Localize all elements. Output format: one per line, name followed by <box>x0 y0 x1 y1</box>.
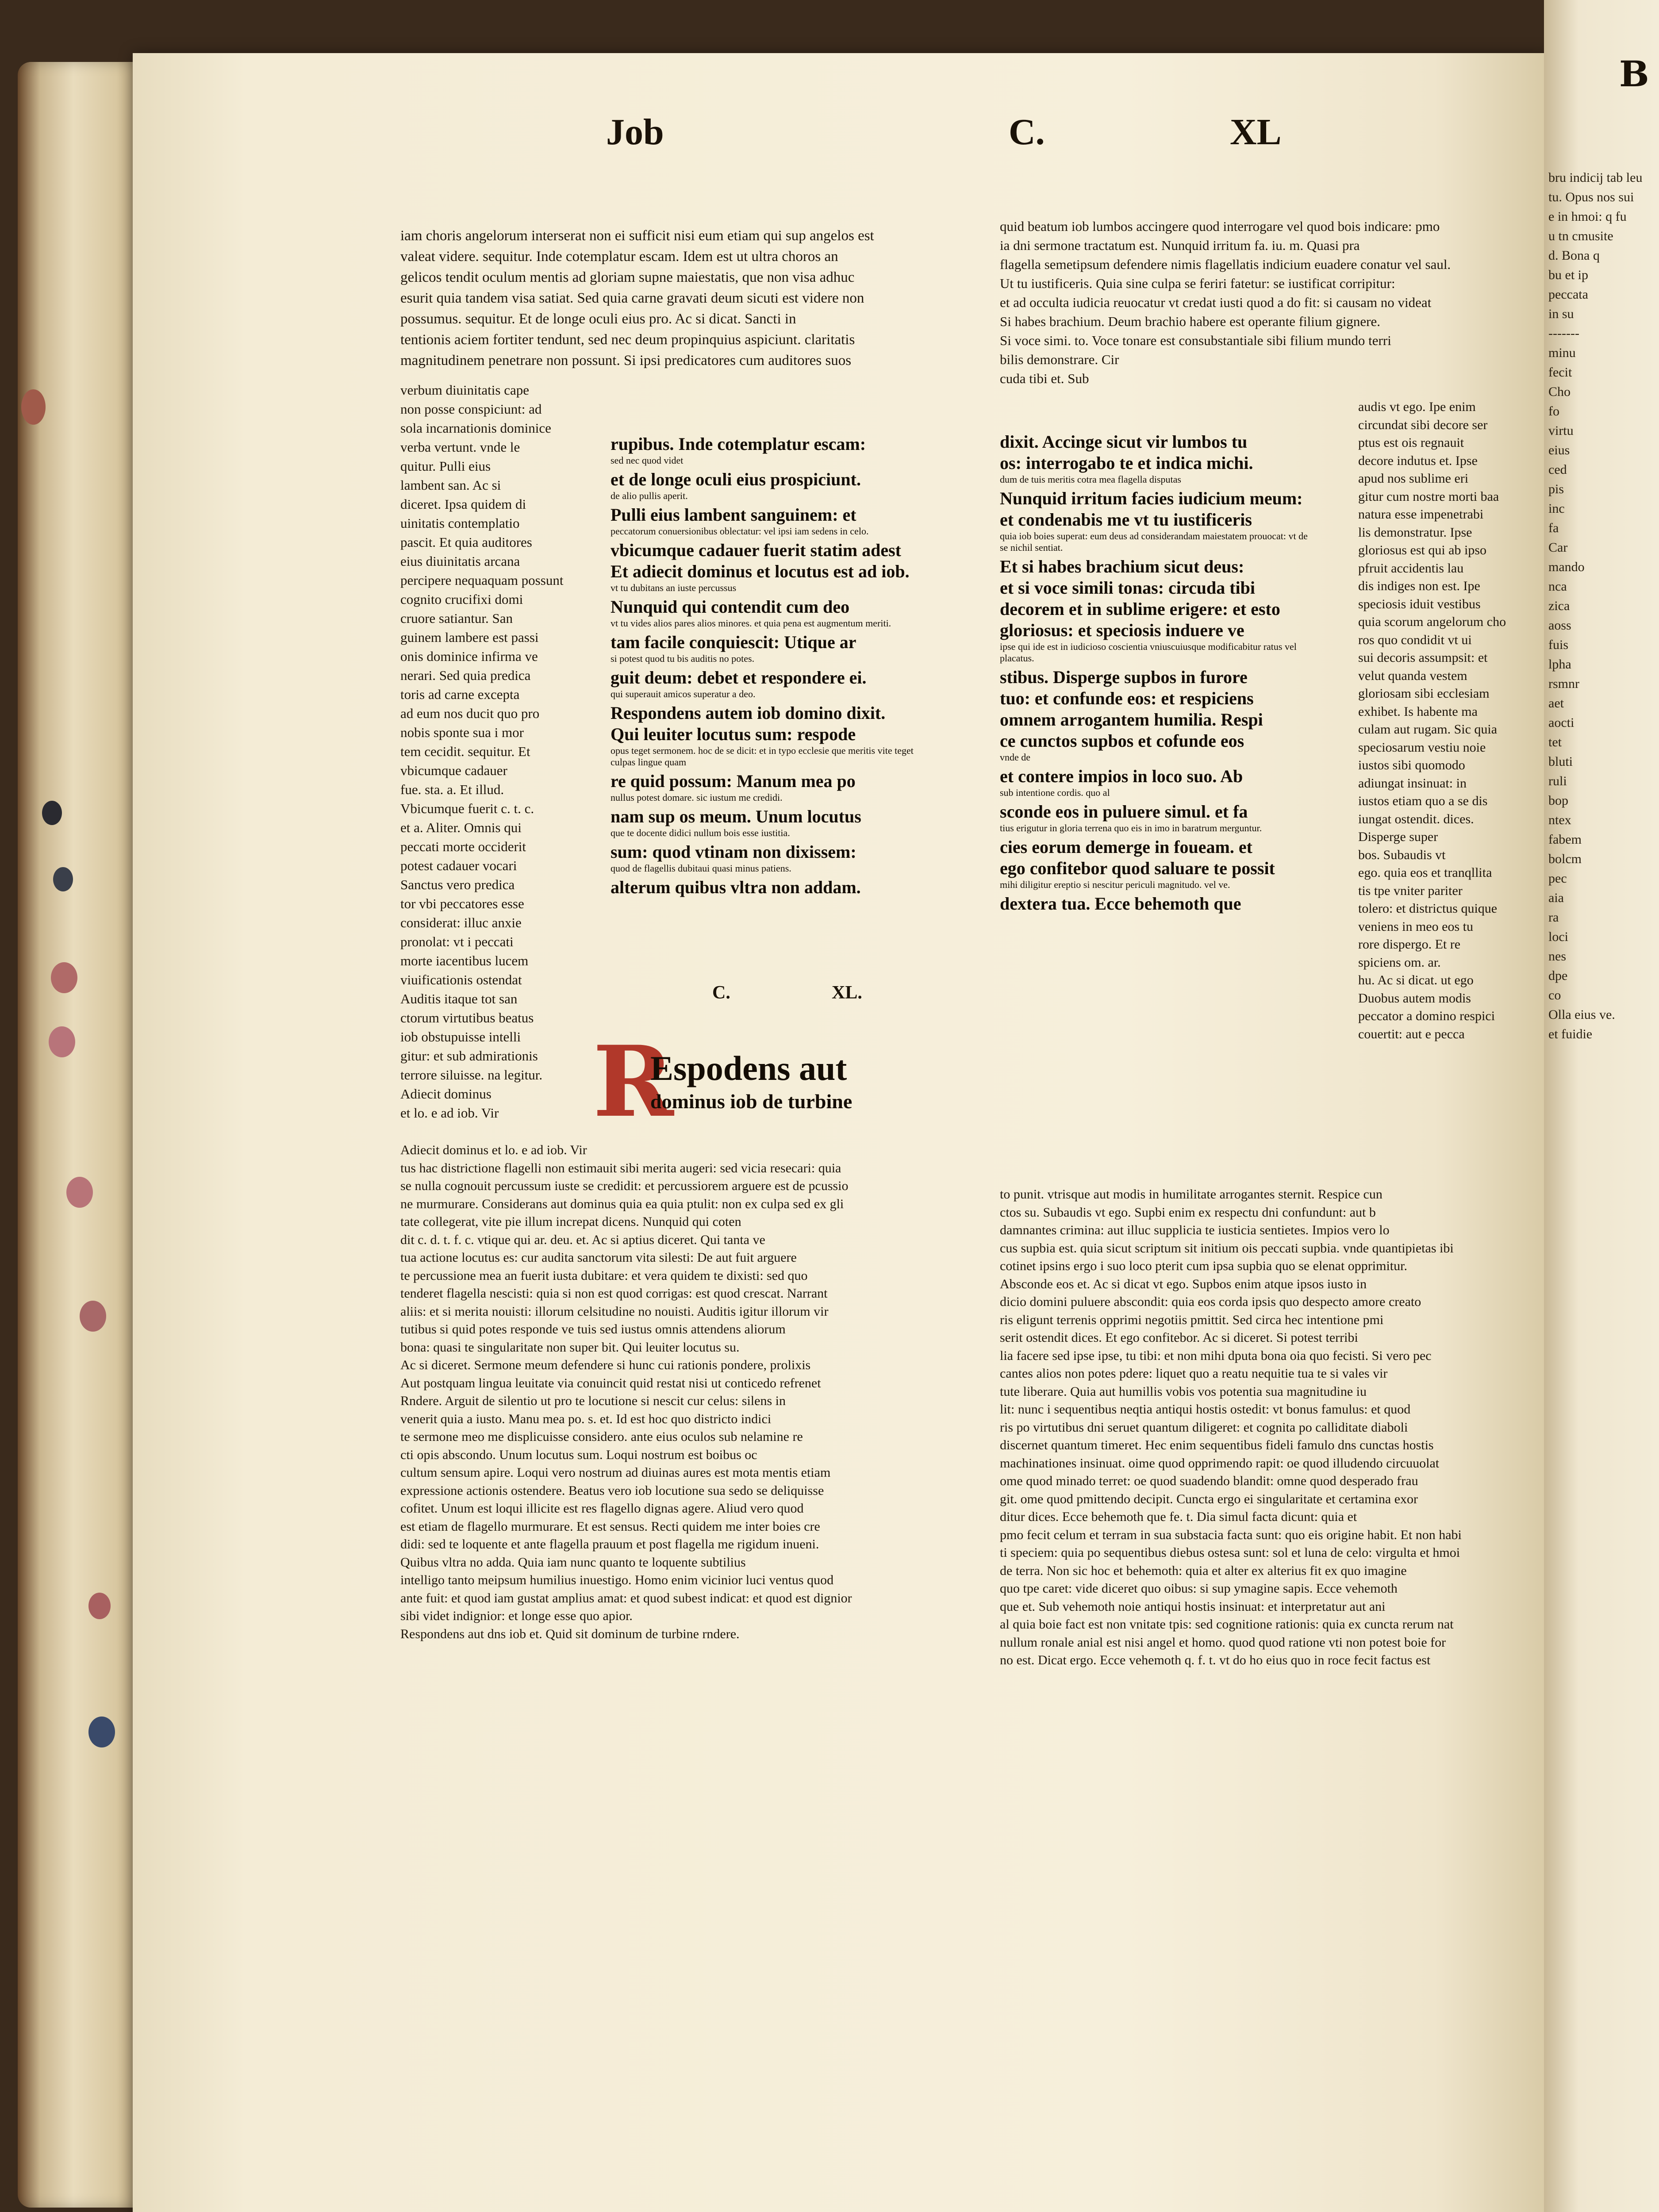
commentary-line: ego. quia eos et tranqllita <box>1358 865 1492 880</box>
commentary-line: dis indiges non est. Ipe <box>1358 579 1480 593</box>
right-page-line: ra <box>1548 910 1559 925</box>
commentary-line: aliis: et si merita nouisti: illorum celsitudine no nouisti. Auditis igitur illorum vir <box>400 1304 829 1319</box>
commentary-line: ros quo condidit vt ui <box>1358 632 1472 647</box>
scripture-verse: rupibus. Inde cotemplatur escam: <box>611 434 866 454</box>
interlinear-gloss: de alio pullis aperit. <box>611 490 688 501</box>
scripture-verse: alterum quibus vltra non addam. <box>611 877 861 897</box>
commentary-line: expressione actionis ostendere. Beatus vero iob locutione sua sedo se deliquisse <box>400 1483 824 1498</box>
commentary-far-right <box>1358 398 1509 1043</box>
scripture-verse: vbicumque cadauer fuerit statim adest <box>611 540 901 560</box>
commentary-line: sibi videt indignior: et longe esse quo apior. <box>400 1609 633 1623</box>
commentary-line: ctos su. Subaudis vt ego. Supbi enim ex respectu dni confundunt: aut b <box>1000 1205 1376 1220</box>
commentary-line: flagella semetipsum defendere nimis flagellatis indicium euadere conatur vel saul. <box>1000 257 1451 272</box>
right-page-line: co <box>1548 988 1561 1002</box>
right-page-line: Olla eius ve. <box>1548 1007 1615 1022</box>
commentary-line: que et. Sub vehemoth noie antiqui hostis insinuat: et interpretatur aut ani <box>1000 1599 1386 1614</box>
right-page-line: nca <box>1548 579 1567 594</box>
commentary-line: gelicos tendit oculum mentis ad gloriam supne maiestatis, que non visa adhuc <box>400 269 855 285</box>
decorated-initial: R <box>593 1024 674 1139</box>
commentary-line: ome quod minado terret: oe quod suadendo blandit: omne quod desperado frau <box>1000 1474 1418 1488</box>
running-head-chapter: XL <box>1230 111 1282 153</box>
scripture-verse: ego confitebor quod saluare te possit <box>1000 858 1275 878</box>
commentary-line: Si habes brachium. Deum brachio habere est operante filium gignere. <box>1000 314 1380 329</box>
scripture-verse: Qui leuiter locutus sum: respode <box>611 724 856 744</box>
interlinear-gloss: quod de flagellis dubitaui quasi minus patiens. <box>611 863 791 874</box>
commentary-line: audis vt ego. Ipe enim <box>1358 399 1476 414</box>
commentary-line: Quibus vltra no adda. Quia iam nunc quanto te loquente subtilius <box>400 1555 746 1570</box>
right-page-line: rsmnr <box>1548 676 1579 691</box>
bookmark-bead <box>49 1026 75 1057</box>
commentary-line: guinem lambere est passi <box>400 630 539 645</box>
scripture-verse: tam facile conquiescit: Utique ar <box>611 632 856 652</box>
commentary-line: Sanctus vero predica <box>400 877 515 892</box>
commentary-line: hu. Ac si dicat. ut ego <box>1358 973 1474 987</box>
right-page-line: aet <box>1548 696 1564 710</box>
incipit-line2: dominus iob de turbine <box>650 1090 853 1113</box>
scripture-verse: Respondens autem iob domino dixit. <box>611 703 886 723</box>
commentary-line: damnantes crimina: aut illuc supplicia te iusticia sentietes. Impios vero lo <box>1000 1223 1390 1237</box>
commentary-line: adiungat insinuat: in <box>1358 776 1467 791</box>
commentary-line: Absconde eos et. Ac si dicat vt ego. Supbos enim atque ipsos iusto in <box>1000 1276 1367 1291</box>
commentary-line: ptus est ois regnauit <box>1358 435 1464 450</box>
commentary-line: de terra. Non sic hoc et behemoth: quia et alter ex alterius fit ex quo imagine <box>1000 1563 1407 1578</box>
commentary-line: Duobus autem modis <box>1358 991 1471 1006</box>
commentary-line: Auditis itaque tot san <box>400 991 518 1006</box>
incipit <box>650 1048 852 1115</box>
interlinear-gloss: vt tu vides alios pares alios minores. et quia pena est augmentum meriti. <box>611 618 891 629</box>
incipit-line1: Espodens aut <box>650 1049 847 1087</box>
commentary-line: culam aut rugam. Sic quia <box>1358 722 1498 737</box>
scripture-verse: nam sup os meum. Unum locutus <box>611 806 861 826</box>
bookmark-bead <box>42 801 62 825</box>
right-page-line: bop <box>1548 793 1568 808</box>
commentary-line: Respondens aut dns iob et. Quid sit dominum de turbine rndere. <box>400 1626 740 1641</box>
commentary-line: terrore siluisse. na legitur. <box>400 1067 543 1083</box>
commentary-line: quitur. Pulli eius <box>400 458 491 474</box>
commentary-line: speciosarum vestiu noie <box>1358 740 1486 755</box>
chapter-number: XL. <box>832 983 862 1003</box>
right-page-head: B <box>1619 53 1649 95</box>
scripture-verse: tuo: et confunde eos: et respiciens <box>1000 688 1254 708</box>
scripture-verse: Nunquid irritum facies iudicium meum: <box>1000 488 1303 508</box>
commentary-line: cognito crucifixi domi <box>400 591 523 607</box>
commentary-left-bottom <box>400 1141 922 1643</box>
commentary-line: Ac si diceret. Sermone meum defendere si hunc cui rationis pondere, prolixis <box>400 1358 811 1372</box>
commentary-line: gitur cum nostre morti baa <box>1358 489 1499 504</box>
commentary-line: quid beatum iob lumbos accingere quod interrogare vel quod bois indicare: pmo <box>1000 219 1440 234</box>
scripture-verse: os: interrogabo te et indica michi. <box>1000 453 1253 473</box>
interlinear-gloss: vnde de <box>1000 752 1031 763</box>
commentary-line: magnitudinem penetrare non possunt. Si ipsi predicatores cum auditores suos <box>400 353 852 369</box>
commentary-line: se nulla cognouit percussum iuste se credidit: et percussiorem arguere est de pcussio <box>400 1179 849 1193</box>
scripture-verse: Et si habes brachium sicut deus: <box>1000 557 1244 576</box>
interlinear-gloss: quia iob boies superat: eum deus ad considerandam maiestatem prouocat: vt de se nichil sentiat. <box>1000 530 1308 553</box>
scripture-verse: decorem et in sublime erigere: et esto <box>1000 599 1280 619</box>
scripture-text-right <box>1000 431 1310 914</box>
bookmark-bead <box>80 1301 106 1332</box>
scripture-verse: Pulli eius lambent sanguinem: et <box>611 505 856 525</box>
right-page-line: tu. Opus nos sui <box>1548 190 1634 204</box>
commentary-line: apud nos sublime eri <box>1358 471 1469 486</box>
commentary-line: lis demonstratur. Ipse <box>1358 525 1472 540</box>
commentary-line: Adiecit dominus et lo. e ad iob. Vir <box>400 1143 587 1157</box>
right-page-line: bu et ip <box>1548 268 1588 282</box>
right-page-line: fo <box>1548 404 1559 419</box>
scripture-text-left <box>611 434 929 898</box>
commentary-line: fue. sta. a. Et illud. <box>400 782 504 797</box>
interlinear-gloss: vt tu dubitans an iuste percussus <box>611 582 737 593</box>
commentary-line: tentionis aciem fortiter tendunt, sed nec deum propinquius aspiciunt. claritatis <box>400 332 855 348</box>
commentary-right-top <box>1000 217 1504 388</box>
commentary-line: iungat ostendit. dices. <box>1358 811 1474 826</box>
right-page-line: aoss <box>1548 618 1571 633</box>
commentary-line: dicio domini puluere abscondit: quia eos corda ipsis quo despecto amore creato <box>1000 1294 1421 1309</box>
right-page-line: bolcm <box>1548 852 1582 866</box>
interlinear-gloss: sub intentione cordis. quo al <box>1000 787 1110 798</box>
commentary-line: exhibet. Is habente ma <box>1358 704 1478 719</box>
book-fore-edge <box>18 62 142 2208</box>
commentary-line: ditur dices. Ecce behemoth que fe. t. Dia simul facta dicunt: quia et <box>1000 1509 1357 1524</box>
interlinear-gloss: nullus potest domare. sic iustum me credidi. <box>611 792 783 803</box>
commentary-line: al quia boie fact est non vnitate tpis: sed cognitione rationis: quia ex cuncta rerum nat <box>1000 1617 1454 1632</box>
commentary-line: potest cadauer vocari <box>400 858 517 873</box>
commentary-line: nerari. Sed quia predica <box>400 668 531 683</box>
commentary-line: no est. Dicat ergo. Ecce vehemoth q. f. t. vt do ho eius quo in roce fecit factus est <box>1000 1653 1431 1667</box>
commentary-line: lia facere sed ipse ipse, tu tibi: et non mihi dputa bona oia quo fecisti. Si vero pec <box>1000 1348 1432 1363</box>
commentary-line: cti opis abscondo. Unum locutus sum. Loqui nostrum est boibus oc <box>400 1447 757 1462</box>
commentary-line: uinitatis contemplatio <box>400 515 520 531</box>
right-page-line: fecit <box>1548 365 1572 380</box>
commentary-line: venerit quia a iusto. Manu mea po. s. et. Id est hoc quo districto indici <box>400 1411 772 1426</box>
commentary-line: ne murmurare. Considerans aut dominus quia ea quia ptulit: non ex culpa sed ex gli <box>400 1196 844 1211</box>
scripture-verse: cies eorum demerge in foueam. et <box>1000 837 1252 857</box>
commentary-line: discernet quantum timeret. Hec enim sequentibus fideli famulo dns cunctas hostis <box>1000 1438 1434 1452</box>
commentary-line: circundat sibi decore ser <box>1358 417 1488 432</box>
commentary-line: bos. Subaudis vt <box>1358 847 1446 862</box>
scripture-verse: dixit. Accinge sicut vir lumbos tu <box>1000 432 1248 452</box>
scripture-verse: et condenabis me vt tu iustificeris <box>1000 510 1252 530</box>
interlinear-gloss: dum de tuis meritis cotra mea flagella disputas <box>1000 474 1181 485</box>
bookmark-bead <box>88 1717 115 1747</box>
commentary-line: iam choris angelorum interserat non ei sufficit nisi eum etiam qui sup angelos est <box>400 228 874 244</box>
interlinear-gloss: tius erigutur in gloria terrena quo eis in imo in baratrum merguntur. <box>1000 822 1262 833</box>
commentary-line: sola incarnationis dominice <box>400 420 551 436</box>
right-page-line: ced <box>1548 462 1567 477</box>
commentary-line: pascit. Et quia auditores <box>400 534 532 550</box>
commentary-line: tem cecidit. sequitur. Et <box>400 744 530 759</box>
scripture-verse: guit deum: debet et respondere ei. <box>611 668 867 687</box>
scripture-verse: et si voce simili tonas: circuda tibi <box>1000 578 1255 598</box>
right-page-line: in su <box>1548 307 1574 321</box>
interlinear-gloss: qui superauit amicos superatur a deo. <box>611 688 756 699</box>
right-page-line: tet <box>1548 735 1562 749</box>
commentary-line: dit c. d. t. f. c. vtique qui ar. deu. et. Ac si aptius diceret. Qui tanta ve <box>400 1232 765 1247</box>
commentary-line: Adiecit dominus <box>400 1086 492 1102</box>
commentary-line: to punit. vtrisque aut modis in humilitate arrogantes sternit. Respice cun <box>1000 1187 1382 1202</box>
commentary-line: considerat: illuc anxie <box>400 915 522 930</box>
bookmark-bead <box>66 1177 93 1208</box>
commentary-line: git. ome quod pmittendo decipit. Cuncta ergo ei singularitate et certamina exor <box>1000 1491 1418 1506</box>
commentary-line: cantes alios non potes pdere: liquet quo a reatu nequitie tua te si vales vir <box>1000 1366 1388 1381</box>
commentary-line: Si voce simi. to. Voce tonare est consubstantiale sibi filium mundo terri <box>1000 333 1391 348</box>
commentary-line: rore dispergo. Et re <box>1358 937 1461 952</box>
bookmark-bead <box>88 1593 111 1619</box>
right-page-line: fabem <box>1548 832 1582 847</box>
interlinear-gloss: que te docente didici nullum bois esse iustitia. <box>611 827 790 838</box>
chapter-c: C. <box>712 983 730 1003</box>
right-page-line: lpha <box>1548 657 1571 672</box>
commentary-line: tus hac districtione flagelli non estimauit sibi merita augeri: sed vicia resecari: quia <box>400 1160 841 1175</box>
commentary-line: Ut tu iustificeris. Quia sine culpa se feriri fatetur: se iustificat corripitur: <box>1000 276 1395 291</box>
commentary-top <box>400 226 918 371</box>
commentary-line: serit ostendit dices. Et ego confitebor. Ac si diceret. Si potest terribi <box>1000 1330 1358 1345</box>
commentary-line: eius diuinitatis arcana <box>400 553 520 569</box>
right-page-line: ------- <box>1548 326 1579 341</box>
commentary-line: quo tpe caret: vide diceret quo oibus: si sup ymagine sapis. Ecce vehemoth <box>1000 1581 1398 1596</box>
commentary-line: Aut postquam lingua leuitate via conuincit quid restat nisi ut conticedo refrenet <box>400 1375 821 1390</box>
commentary-line: cus supbia est. quia sicut scriptum sit initium ois peccati supbia. vnde quantipietas ibi <box>1000 1240 1454 1256</box>
commentary-line: tutibus si quid potes responde ve tuis sed iustus omnis attendens aliorum <box>400 1322 786 1336</box>
right-page-fragments <box>1548 168 1643 1044</box>
right-page-line: bluti <box>1548 754 1573 769</box>
right-page-line: aocti <box>1548 715 1575 730</box>
commentary-line: ad eum nos ducit quo pro <box>400 706 540 721</box>
commentary-line: gitur: et sub admirationis <box>400 1048 538 1064</box>
interlinear-gloss: si potest quod tu bis auditis no potes. <box>611 653 755 664</box>
commentary-line: speciosis iduit vestibus <box>1358 596 1481 611</box>
running-head-center: C. <box>1009 111 1045 153</box>
commentary-line: pronolat: vt i peccati <box>400 934 514 949</box>
commentary-line: lit: nunc i sequentibus neqtia antiqui hostis ostedit: vt bonus famulus: et quod <box>1000 1402 1411 1417</box>
commentary-line: Rndere. Arguit de silentio ut pro te locutione si nescit cur celus: silens in <box>400 1394 786 1408</box>
scripture-verse: ce cunctos supbos et cofunde eos <box>1000 731 1244 751</box>
right-page-line: ruli <box>1548 774 1567 788</box>
commentary-line: est etiam de flagello murmurare. Et est sensus. Recti quidem me inter boies cre <box>400 1519 820 1534</box>
commentary-line: intelligo tanto meipsum humilius inuestigo. Homo enim vicinior luci ventus quod <box>400 1573 834 1587</box>
right-page-line: aia <box>1548 891 1564 905</box>
commentary-line: machinationes insinuat. oime quod opprimendo rapit: oe quod illudendo circuuolat <box>1000 1455 1440 1471</box>
right-page-line: inc <box>1548 501 1565 516</box>
commentary-line: sui decoris assumpsit: et <box>1358 650 1488 665</box>
commentary-line: valeat videre. sequitur. Inde cotemplatur escam. Idem est ut ultra choros an <box>400 249 838 265</box>
commentary-line: tenderet flagella nescisti: quia si non est quod corrigas: est quod crescat. Narrant <box>400 1286 828 1301</box>
commentary-line: verbum diuinitatis cape <box>400 382 529 398</box>
scripture-verse: Nunquid qui contendit cum deo <box>611 597 850 617</box>
scripture-verse: sconde eos in puluere simul. et fa <box>1000 802 1248 822</box>
commentary-line: peccator a domino respici <box>1358 1009 1495 1023</box>
commentary-line: nobis sponte sua i mor <box>400 725 524 740</box>
right-page-line: pis <box>1548 482 1564 496</box>
commentary-line: ris eligunt terrenis opprimi negotiis pmittit. Sed circa hec intentione pmi <box>1000 1312 1384 1327</box>
commentary-line: verba vertunt. vnde le <box>400 439 520 455</box>
right-page-line: eius <box>1548 443 1570 457</box>
commentary-line: bona: quasi te singularitate non super bit. Qui leuiter locutus su. <box>400 1340 740 1355</box>
right-page-line: fa <box>1548 521 1559 535</box>
scripture-verse: dextera tua. Ecce behemoth que <box>1000 894 1241 914</box>
scripture-verse: stibus. Disperge supbos in furore <box>1000 667 1248 687</box>
commentary-line: possumus. sequitur. Et de longe oculi eius pro. Ac si dicat. Sancti in <box>400 311 796 327</box>
interlinear-gloss: opus teget sermonem. hoc de se dicit: et in typo ecclesie que meritis vite teget culpas lingue quam <box>611 745 914 768</box>
running-head-book: Job <box>606 111 664 153</box>
commentary-line: Disperge super <box>1358 830 1438 844</box>
commentary-line: tate collegerat, vite pie illum increpat dicens. Nunquid qui coten <box>400 1214 741 1229</box>
bookmark-bead <box>53 867 73 891</box>
commentary-line: morte iacentibus lucem <box>400 953 529 968</box>
commentary-line: ti speciem: quia po sequentibus diebus ostesa sunt: sol et luna de celo: virgulta et hmoi <box>1000 1545 1460 1560</box>
commentary-line: toris ad carne excepta <box>400 687 520 702</box>
commentary-line: Vbicumque fuerit c. t. c. <box>400 801 534 816</box>
commentary-line: tute liberare. Quia aut humillis vobis vos potentia sua magnitudine iu <box>1000 1384 1367 1399</box>
right-page-line: Car <box>1548 540 1568 555</box>
commentary-line: gloriosus est qui ab ipso <box>1358 543 1486 557</box>
right-page-line: u tn cmusite <box>1548 229 1613 243</box>
commentary-line: ctorum virtutibus beatus <box>400 1010 534 1025</box>
commentary-line: nullum ronale anial est nisi angel et homo. quod quod ratione vti non potest boie for <box>1000 1635 1446 1650</box>
commentary-line: et a. Aliter. Omnis qui <box>400 820 522 835</box>
scripture-verse: sum: quod vtinam non dixissem: <box>611 842 856 862</box>
interlinear-gloss: sed nec quod videt <box>611 455 684 466</box>
right-page-line: fuis <box>1548 637 1568 652</box>
scripture-verse: et de longe oculi eius prospiciunt. <box>611 469 861 489</box>
commentary-line: tua actione locutus es: cur audita sanctorum vita silesti: De aut fuit arguere <box>400 1250 797 1265</box>
commentary-line: te percussione mea an fuerit iusta dubitare: et vera quidem te dixisti: sed quo <box>400 1268 808 1283</box>
commentary-line: pfruit accidentis lau <box>1358 561 1464 576</box>
scripture-verse: Et adiecit dominus et locutus est ad iob. <box>611 561 910 581</box>
commentary-line: percipere nequaquam possunt <box>400 572 564 588</box>
commentary-line: onis dominice infirma ve <box>400 649 538 664</box>
right-page-line: minu <box>1548 346 1576 360</box>
commentary-line: tor vbi peccatores esse <box>400 896 524 911</box>
commentary-line: tolero: et districtus quique <box>1358 901 1498 916</box>
commentary-line: et lo. e ad iob. Vir <box>400 1105 499 1121</box>
right-page-line: bru indicij tab leu <box>1548 170 1643 185</box>
right-page-line: peccata <box>1548 287 1588 302</box>
scripture-verse: re quid possum: Manum mea po <box>611 771 856 791</box>
bookmark-bead <box>21 389 46 425</box>
commentary-line: et ad occulta iudicia reuocatur vt credat iusti quod a do fit: si causam no videat <box>1000 295 1432 310</box>
right-page-line: et fuidie <box>1548 1027 1593 1041</box>
commentary-line: couertit: aut e pecca <box>1358 1026 1465 1041</box>
commentary-line: non posse conspiciunt: ad <box>400 401 542 417</box>
commentary-line: spiciens om. ar. <box>1358 955 1441 970</box>
commentary-line: iustos sibi quomodo <box>1358 758 1465 772</box>
scripture-verse: omnem arrogantem humilia. Respi <box>1000 710 1263 730</box>
commentary-line: ante fuit: et quod iam gustat amplius amat: et quod subest indicat: et quod est dignior <box>400 1590 852 1605</box>
commentary-line: cruore satiantur. San <box>400 611 513 626</box>
commentary-narrow-column <box>400 380 564 1122</box>
right-page-line: e in hmoi: q fu <box>1548 209 1627 224</box>
commentary-line: cuda tibi et. Sub <box>1000 371 1089 386</box>
commentary-line: gloriosam sibi ecclesiam <box>1358 686 1490 701</box>
commentary-line: viuificationis ostendat <box>400 972 522 987</box>
commentary-line: peccati morte occiderit <box>400 839 526 854</box>
right-page-line: Cho <box>1548 384 1571 399</box>
commentary-line: iob obstupuisse intelli <box>400 1029 521 1045</box>
commentary-line: bilis demonstrare. Cir <box>1000 352 1119 367</box>
commentary-line: te sermone meo me displicuisse considero. ante eius oculos sub nelamine re <box>400 1429 803 1444</box>
interlinear-gloss: peccatorum conuersionibus oblectatur: vel ipsi iam sedens in celo. <box>611 526 869 537</box>
commentary-line: decore indutus et. Ipse <box>1358 453 1478 468</box>
right-page-line: zica <box>1548 599 1570 613</box>
interlinear-gloss: ipse qui ide est in iudicioso coscientia vniuscuiusque modificabitur ratus vel placatus. <box>1000 641 1297 664</box>
commentary-line: pmo fecit celum et terram in sua substacia facta sunt: quo eis origine habit. Et non habi <box>1000 1527 1462 1542</box>
commentary-line: cotinet ipsins ergo i suo loco pterit cum ipsa supbia quo se elenat opprimitur. <box>1000 1259 1407 1273</box>
right-page-line: pec <box>1548 871 1567 886</box>
right-page-line: d. Bona q <box>1548 248 1600 263</box>
interlinear-gloss: mihi diligitur ereptio si nescitur periculi magnitudo. vel ve. <box>1000 879 1230 890</box>
right-page-line: dpe <box>1548 968 1568 983</box>
commentary-line: quia scorum angelorum cho <box>1358 614 1506 629</box>
commentary-line: diceret. Ipsa quidem di <box>400 496 526 512</box>
commentary-line: veniens in meo eos tu <box>1358 919 1473 934</box>
commentary-line: tis tpe vniter pariter <box>1358 883 1463 898</box>
commentary-line: natura esse impenetrabi <box>1358 507 1484 522</box>
commentary-line: ris po virtutibus dni seruet quantum diligeret: et cognita po calliditate diaboli <box>1000 1420 1408 1435</box>
commentary-right-bottom <box>1000 1186 1509 1670</box>
commentary-line: ia dni sermone tractatum est. Nunquid irritum fa. iu. m. Quasi pra <box>1000 238 1360 253</box>
scripture-verse: gloriosus: et speciosis induere ve <box>1000 620 1244 640</box>
commentary-line: cofitet. Unum est loqui illicite est res flagello dignas agere. Aliud vero quod <box>400 1501 804 1516</box>
right-page-line: ntex <box>1548 813 1571 827</box>
right-page-line: mando <box>1548 560 1585 574</box>
right-page-line: nes <box>1548 949 1566 964</box>
commentary-line: iustos etiam quo a se dis <box>1358 794 1488 808</box>
commentary-line: vbicumque cadauer <box>400 763 507 778</box>
scripture-verse: et contere impios in loco suo. Ab <box>1000 766 1243 786</box>
right-page-line: virtu <box>1548 423 1574 438</box>
commentary-line: cultum sensum apire. Loqui vero nostrum ad diuinas aures est mota mentis etiam <box>400 1465 831 1480</box>
right-page-line: loci <box>1548 929 1568 944</box>
bookmark-bead <box>51 962 77 993</box>
commentary-line: esurit quia tandem visa satiat. Sed quia carne gravati deum sicuti est videre non <box>400 290 864 306</box>
commentary-line: didi: sed te loquente et ante flagella prauum et post flagella me rigidum inueni. <box>400 1537 819 1551</box>
commentary-line: velut quanda vestem <box>1358 668 1467 683</box>
commentary-line: lambent san. Ac si <box>400 477 501 493</box>
